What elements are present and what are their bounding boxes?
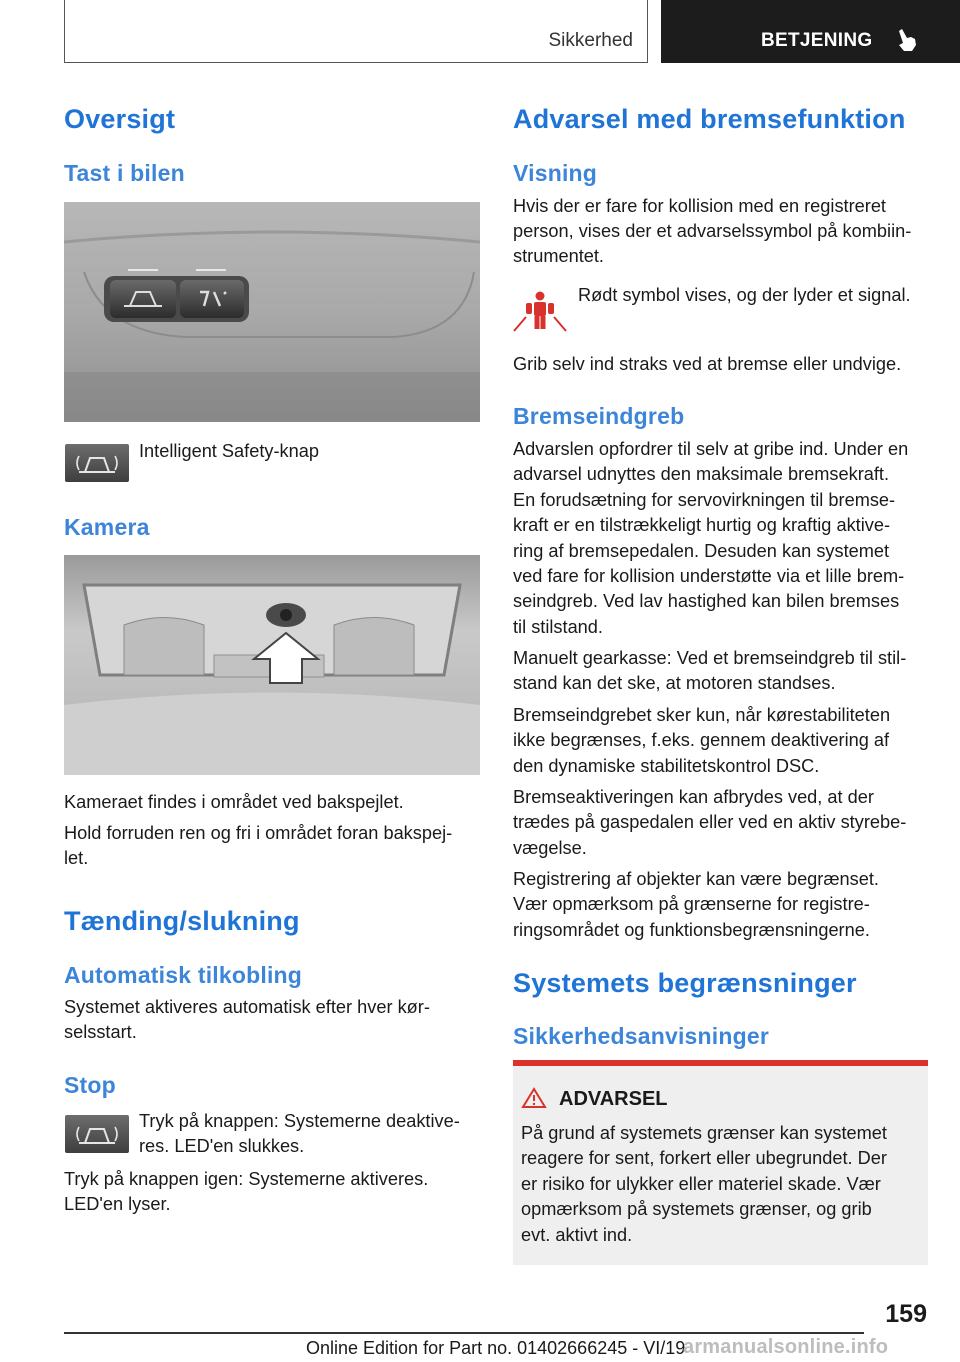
stop-text-line2: res. LED'en slukkes. xyxy=(139,1136,305,1156)
heading-camera: Kamera xyxy=(64,514,150,540)
warning-line: opmærksom på systemets grænser, og grib xyxy=(521,1199,872,1220)
manual-line: Manuelt gearkasse: Ved et bremseindgreb til stil‐ xyxy=(513,648,907,668)
brake-line: seindgreb. Ved lav hastighed kan bilen bremses xyxy=(513,591,900,612)
display-line3: strumentet. xyxy=(513,246,604,266)
photo-camera-drawing xyxy=(64,555,480,775)
heading-overview: Oversigt xyxy=(64,104,176,134)
warning-line: er risiko for ulykker eller materiel skade. Vær xyxy=(521,1173,881,1194)
header-section-title: Sikkerhed xyxy=(548,30,633,51)
dsc-line: ikke begrænses, f.eks. gennem deaktivering af xyxy=(513,730,890,751)
heading-system-limits: Systemets begrænsninger xyxy=(513,968,857,998)
footer-divider xyxy=(64,1332,864,1334)
watermark: armanualsonline.info xyxy=(683,1336,889,1358)
photo-camera-location xyxy=(64,555,480,775)
abort-line: Bremseaktiveringen kan afbrydes ved, at der xyxy=(513,787,874,807)
stop-button-icon xyxy=(65,1115,129,1153)
warning-line: evt. aktivt ind. xyxy=(521,1224,633,1245)
header-chapter-title: BETJENING xyxy=(761,30,873,51)
pedestrian-warning-icon xyxy=(512,287,568,335)
warning-line: På grund af systemets grænser kan systemet xyxy=(521,1123,887,1143)
camera-location-text: Kameraet findes i området ved bakspejlet. xyxy=(64,792,404,812)
brake-line: advarsel udnyttes den maksimale bremsekraft. xyxy=(513,464,890,485)
heading-stop: Stop xyxy=(64,1072,116,1098)
again-text-line2: LED'en lyser. xyxy=(64,1194,171,1214)
car-front-icon-stop xyxy=(65,1115,129,1153)
warning-text xyxy=(521,1121,887,1248)
brake-line: ved fare for kollision understøtte via et lille brem‐ xyxy=(513,566,905,587)
heading-automatic: Automatisk tilkobling xyxy=(64,962,303,988)
dsc-paragraph xyxy=(513,703,890,779)
brake-line: Advarslen opfordrer til selv at gribe ind. Under en xyxy=(513,439,909,459)
footer-edition: Online Edition for Part no. 01402666245 - VI/19 xyxy=(306,1338,686,1358)
auto-text-line1: Systemet aktiveres automatisk efter hver kør‐ xyxy=(64,997,430,1017)
detect-line: ringsområdet og funktionsbegrænsningerne. xyxy=(513,919,870,940)
brake-line: til stilstand. xyxy=(513,616,603,637)
warning-triangle-icon xyxy=(521,1087,547,1109)
warning-title: ADVARSEL xyxy=(559,1088,668,1110)
hand-pointer-icon xyxy=(893,27,919,53)
car-front-icon xyxy=(65,444,129,482)
abort-line: vægelse. xyxy=(513,837,587,858)
camera-clean-line2: let. xyxy=(64,848,89,868)
photo-safety-buttons xyxy=(64,202,480,422)
display-line2: person, vises der et advarselssymbol på kombiin‐ xyxy=(513,221,912,241)
display-line1: Hvis der er fare for kollision med en registreret xyxy=(513,196,886,216)
abort-line: trædes på gaspedalen eller ved en aktiv styrebe‐ xyxy=(513,812,907,833)
stop-text-line1: Tryk på knappen: Systemerne deaktive‐ xyxy=(139,1111,460,1131)
page-number: 159 xyxy=(885,1300,927,1328)
photo-safety-buttons-drawing xyxy=(64,202,480,422)
heading-on-off: Tænding/slukning xyxy=(64,906,300,936)
safety-button-icon xyxy=(65,444,129,482)
header-chapter-box xyxy=(661,0,960,63)
abort-paragraph xyxy=(513,785,906,861)
again-text-line1: Tryk på knappen igen: Systemerne aktiveres. xyxy=(64,1169,429,1189)
brake-line: kraft er en tilstrækkeligt hurtig og kraftig aktive‐ xyxy=(513,515,891,536)
auto-text-line2: selsstart. xyxy=(64,1022,137,1042)
intervene-text: Grib selv ind straks ved at bremse eller undvige. xyxy=(513,354,902,374)
heading-display: Visning xyxy=(513,160,598,186)
camera-clean-line1: Hold forruden ren og fri i området foran bakspej‐ xyxy=(64,823,453,843)
warning-bar xyxy=(513,1060,928,1066)
brake-line: En forudsætning for servovirkningen til bremse‐ xyxy=(513,489,896,510)
warning-box xyxy=(513,1060,928,1265)
manual-line: stand kan det ske, at motoren standses. xyxy=(513,673,836,694)
dsc-line: den dynamiske stabilitetskontrol DSC. xyxy=(513,755,820,776)
manual-paragraph xyxy=(513,646,906,697)
symbol-caption: Rødt symbol vises, og der lyder et signal. xyxy=(578,285,911,305)
warning-line: reagere for sent, forkert eller ubegrundet. Der xyxy=(521,1148,887,1169)
dsc-line: Bremseindgrebet sker kun, når kørestabiliteten xyxy=(513,705,891,725)
detect-line: Vær opmærksom på grænserne for registre‐ xyxy=(513,894,870,915)
button-caption: Intelligent Safety-knap xyxy=(139,441,319,461)
detect-line: Registrering af objekter kan være begrænset. xyxy=(513,869,879,889)
detect-paragraph xyxy=(513,867,879,943)
heading-brake-intervention: Bremseindgreb xyxy=(513,403,685,429)
heading-button-in-car: Tast i bilen xyxy=(64,160,185,186)
brake-line: ring af bremsepedalen. Desuden kan systemet xyxy=(513,540,890,561)
heading-brake-warning: Advarsel med bremsefunktion xyxy=(513,104,906,134)
brake-paragraph xyxy=(513,437,908,640)
heading-safety-notes: Sikkerhedsanvisninger xyxy=(513,1023,770,1049)
header-section-box xyxy=(64,0,648,63)
